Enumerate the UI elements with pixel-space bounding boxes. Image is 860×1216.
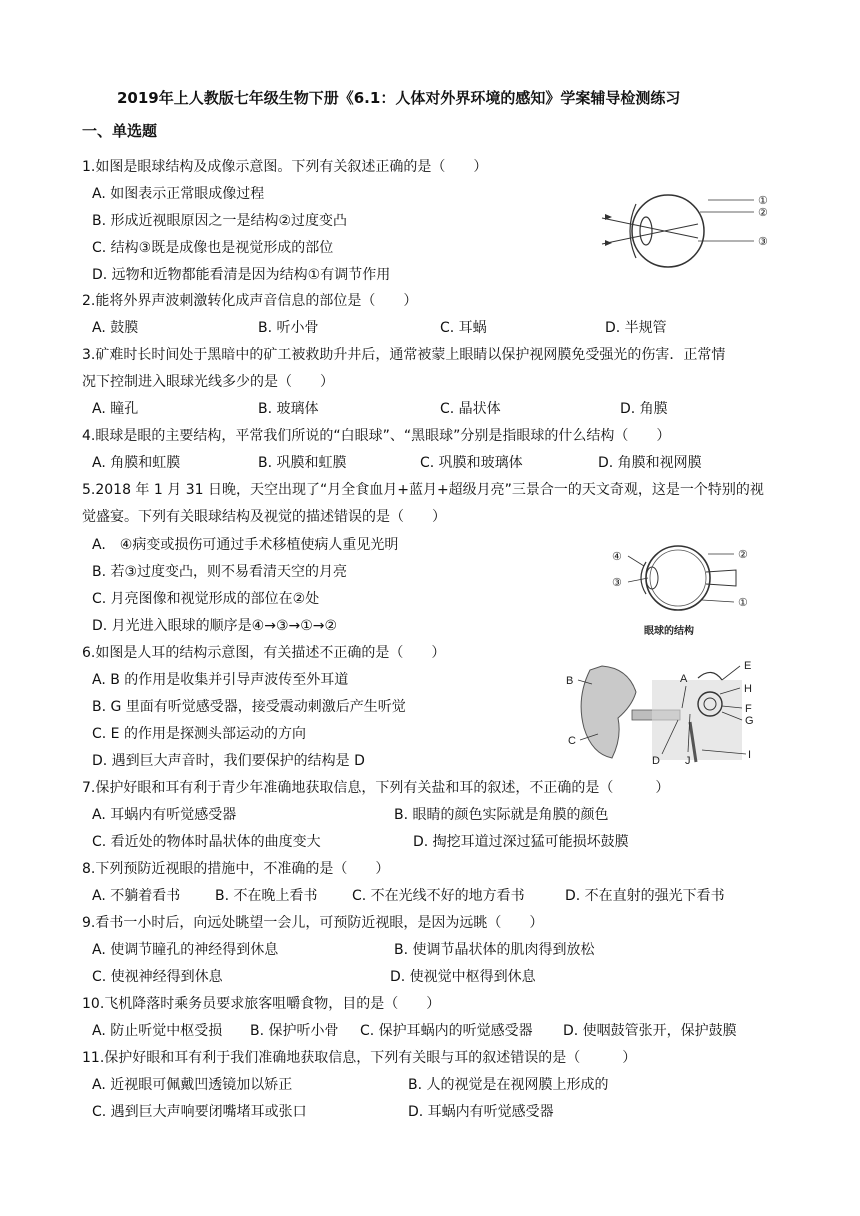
question-7-option-d[interactable]: D. 掏挖耳道过深过猛可能损坏鼓膜	[413, 834, 629, 850]
question-2-option-b[interactable]: B. 听小骨	[258, 320, 319, 336]
question-1-option-d[interactable]: D. 远物和近物都能看清是因为结构①有调节作用	[92, 267, 391, 283]
fig3-label-h: H	[744, 683, 752, 695]
question-7-option-c[interactable]: C. 看近处的物体时晶状体的曲度变大	[92, 834, 321, 850]
fig1-label-2: ②	[758, 207, 768, 219]
fig3-label-b: B	[566, 675, 574, 687]
question-9-option-c[interactable]: C. 使视神经得到休息	[92, 969, 223, 985]
question-3-stem: 3.矿难时长时间处于黑暗中的矿工被救助升井后，通常被蒙上眼睛以保护视网膜免受强光的伤害．正常情	[82, 347, 726, 363]
question-11-option-d[interactable]: D. 耳蜗内有听觉感受器	[408, 1104, 554, 1120]
question-3-option-a[interactable]: A. 瞳孔	[92, 401, 139, 417]
question-2-option-a[interactable]: A. 鼓膜	[92, 320, 139, 336]
question-2-option-c[interactable]: C. 耳蜗	[440, 320, 487, 336]
question-4-stem: 4.眼球是眼的主要结构，平常我们所说的“白眼球”、“黑眼球”分别是指眼球的什么结构（ ）	[82, 428, 671, 444]
fig2-caption: 眼球的结构	[644, 626, 694, 637]
fig3-label-g: G	[745, 715, 754, 727]
fig3-label-a: A	[680, 673, 688, 685]
eye-structure-figure	[606, 538, 762, 640]
fig3-label-i: I	[748, 749, 752, 761]
question-5-option-d[interactable]: D. 月光进入眼球的顺序是④→③→①→②	[92, 618, 338, 634]
fig3-label-j: J	[685, 755, 691, 767]
question-9-option-a[interactable]: A. 使调节瞳孔的神经得到休息	[92, 942, 279, 958]
fig3-label-c: C	[568, 735, 576, 747]
question-4-option-c[interactable]: C. 巩膜和玻璃体	[420, 455, 523, 471]
question-9-stem: 9.看书一小时后，向远处眺望一会儿，可预防近视眼，是因为远眺（ ）	[82, 915, 544, 931]
question-6-stem: 6.如图是人耳的结构示意图，有关描述不正确的是（ ）	[82, 645, 446, 661]
question-2-option-d[interactable]: D. 半规管	[605, 320, 667, 336]
question-1-stem: 1.如图是眼球结构及成像示意图。下列有关叙述正确的是（ ）	[82, 159, 488, 175]
question-1-option-a[interactable]: A. 如图表示正常眼成像过程	[92, 186, 265, 202]
question-9-option-b[interactable]: B. 使调节晶状体的肌肉得到放松	[394, 942, 595, 958]
fig2-label-1: ①	[738, 597, 748, 609]
question-8-option-a[interactable]: A. 不躺着看书	[92, 888, 181, 904]
question-7-stem: 7.保护好眼和耳有利于青少年准确地获取信息，下列有关盐和耳的叙述，不正确的是（ ）	[82, 780, 670, 796]
question-6-option-a[interactable]: A. B 的作用是收集并引导声波传至外耳道	[92, 672, 349, 688]
question-4-option-d[interactable]: D. 角膜和视网膜	[598, 455, 702, 471]
question-10-option-a[interactable]: A. 防止听觉中枢受损	[92, 1023, 223, 1039]
question-11-stem: 11.保护好眼和耳有利于我们准确地获取信息，下列有关眼与耳的叙述错误的是（ ）	[82, 1050, 637, 1066]
question-6-option-d[interactable]: D. 遇到巨大声音时，我们要保护的结构是 D	[92, 753, 365, 769]
fig3-label-d: D	[652, 755, 660, 767]
fig1-label-3: ③	[758, 236, 768, 248]
fig2-label-2: ②	[738, 549, 748, 561]
fig3-label-f: F	[745, 703, 752, 715]
question-10-option-c[interactable]: C. 保护耳蜗内的听觉感受器	[360, 1023, 533, 1039]
question-1-option-b[interactable]: B. 形成近视眼原因之一是结构②过度变凸	[92, 213, 348, 229]
eye-imaging-figure	[598, 186, 780, 276]
question-1-option-c[interactable]: C. 结构③既是成像也是视觉形成的部位	[92, 240, 334, 256]
question-9-option-d[interactable]: D. 使视觉中枢得到休息	[390, 969, 536, 985]
question-8-option-b[interactable]: B. 不在晚上看书	[215, 888, 318, 904]
question-11-option-a[interactable]: A. 近视眼可佩戴凹透镜加以矫正	[92, 1077, 293, 1093]
question-7-option-b[interactable]: B. 眼睛的颜色实际就是角膜的颜色	[394, 807, 609, 823]
question-8-option-c[interactable]: C. 不在光线不好的地方看书	[352, 888, 525, 904]
question-5-option-a[interactable]: A. ④病变或损伤可通过手术移植使病人重见光明	[92, 537, 399, 553]
question-6-option-c[interactable]: C. E 的作用是探测头部运动的方向	[92, 726, 306, 742]
question-3-option-b[interactable]: B. 玻璃体	[258, 401, 319, 417]
fig2-label-3: ③	[612, 577, 622, 589]
question-6-option-b[interactable]: B. G 里面有听觉感受器，接受震动刺激后产生听觉	[92, 699, 406, 715]
ear-structure-figure	[562, 658, 762, 770]
question-5-stem: 5.2018 年 1 月 31 日晚，天空出现了“月全食血月+蓝月+超级月亮”三景合一的天文奇观，这是一个特别的视	[82, 482, 764, 498]
question-8-option-d[interactable]: D. 不在直射的强光下看书	[565, 888, 725, 904]
fig3-label-e: E	[744, 660, 752, 672]
question-5-stem-cont: 觉盛宴。下列有关眼球结构及视觉的描述错误的是（ ）	[82, 509, 446, 525]
question-5-option-b[interactable]: B. 若③过度变凸，则不易看清天空的月亮	[92, 564, 348, 580]
fig1-label-1: ①	[758, 195, 768, 207]
question-5-option-c[interactable]: C. 月亮图像和视觉形成的部位在②处	[92, 591, 320, 607]
section-heading: 一、单选题	[82, 122, 158, 140]
question-2-stem: 2.能将外界声波刺激转化成声音信息的部位是（ ）	[82, 293, 418, 309]
question-3-option-c[interactable]: C. 晶状体	[440, 401, 501, 417]
question-10-stem: 10.飞机降落时乘务员要求旅客咀嚼食物，目的是（ ）	[82, 996, 441, 1012]
question-4-option-b[interactable]: B. 巩膜和虹膜	[258, 455, 347, 471]
question-3-option-d[interactable]: D. 角膜	[620, 401, 668, 417]
fig2-label-4: ④	[612, 551, 622, 563]
question-8-stem: 8.下列预防近视眼的措施中，不准确的是（ ）	[82, 861, 390, 877]
question-4-option-a[interactable]: A. 角膜和虹膜	[92, 455, 181, 471]
page-title: 2019年上人教版七年级生物下册《6.1：人体对外界环境的感知》学案辅导检测练习	[117, 89, 681, 107]
question-7-option-a[interactable]: A. 耳蜗内有听觉感受器	[92, 807, 237, 823]
question-11-option-b[interactable]: B. 人的视觉是在视网膜上形成的	[408, 1077, 609, 1093]
question-10-option-d[interactable]: D. 使咽鼓管张开，保护鼓膜	[563, 1023, 737, 1039]
question-10-option-b[interactable]: B. 保护听小骨	[250, 1023, 339, 1039]
question-11-option-c[interactable]: C. 遇到巨大声响要闭嘴堵耳或张口	[92, 1104, 307, 1120]
question-3-stem-cont: 况下控制进入眼球光线多少的是（ ）	[82, 374, 334, 390]
